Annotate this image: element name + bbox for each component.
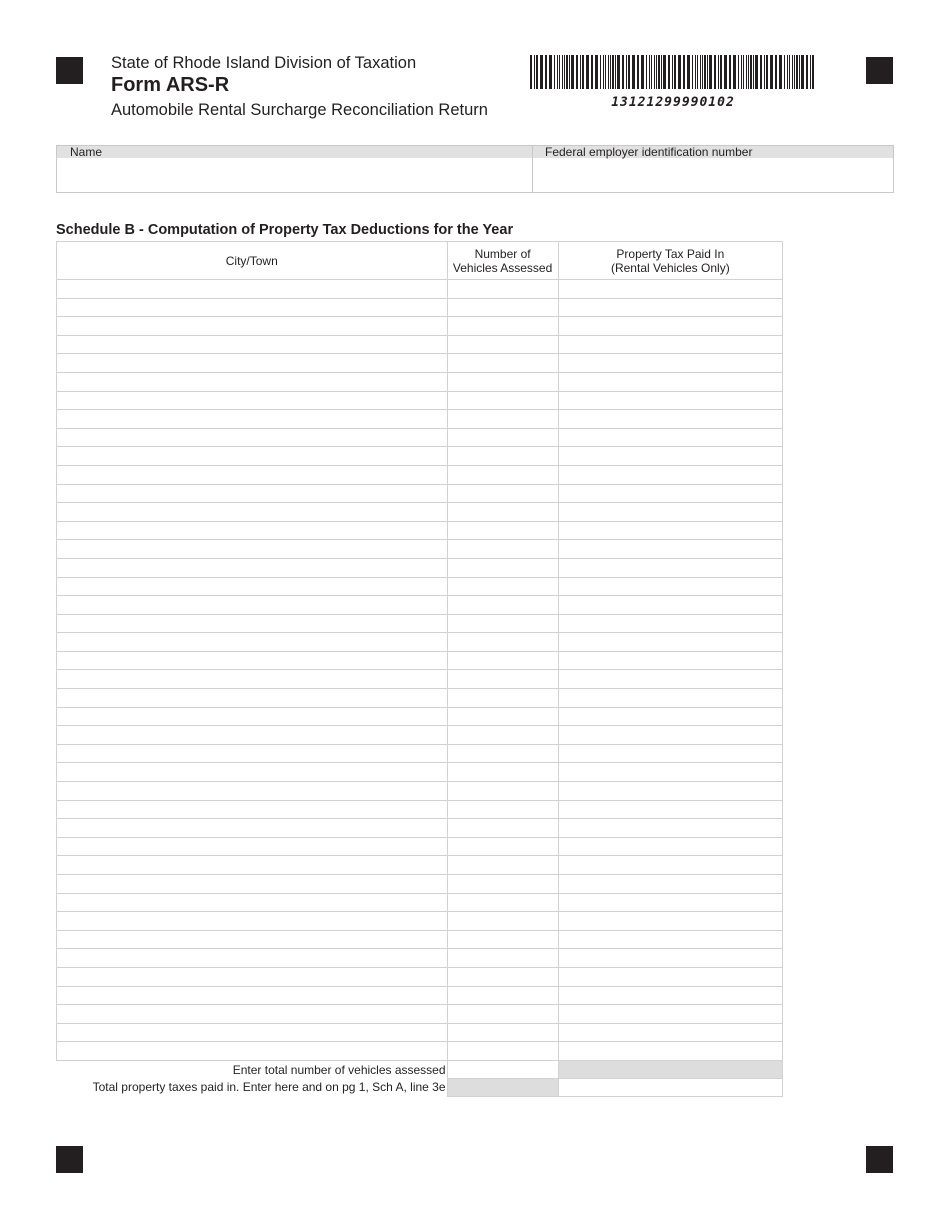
barcode-bar [564, 55, 565, 89]
tax-input[interactable] [558, 986, 782, 1005]
table-row [57, 614, 783, 633]
barcode-bar [796, 55, 798, 89]
city-input[interactable] [57, 596, 448, 615]
registration-mark-bottom-left [56, 1146, 83, 1173]
vehicles-input[interactable] [447, 521, 558, 540]
barcode-bar [702, 55, 703, 89]
tax-input[interactable] [558, 670, 782, 689]
table-row [57, 782, 783, 801]
vehicles-input[interactable] [447, 577, 558, 596]
registration-mark-bottom-right [866, 1146, 893, 1173]
barcode-bar [784, 55, 785, 89]
vehicles-input[interactable] [447, 930, 558, 949]
city-input[interactable] [57, 819, 448, 838]
schedule-b-table [56, 241, 783, 1097]
total-vehicles-shaded-cell [558, 1060, 782, 1078]
city-input[interactable] [57, 577, 448, 596]
barcode-bar [707, 55, 708, 89]
table-row [57, 819, 783, 838]
city-input[interactable] [57, 912, 448, 931]
barcode-bar [753, 55, 754, 89]
city-input[interactable] [57, 967, 448, 986]
tax-input[interactable] [558, 465, 782, 484]
city-input[interactable] [57, 354, 448, 373]
barcode-bar [608, 55, 609, 89]
tax-input[interactable] [558, 967, 782, 986]
barcode-bar [695, 55, 696, 89]
table-row [57, 689, 783, 708]
vehicles-input[interactable] [447, 670, 558, 689]
barcode-bar [615, 55, 616, 89]
barcode-bar [700, 55, 701, 89]
tax-input[interactable] [558, 317, 782, 336]
tax-input[interactable] [558, 800, 782, 819]
city-input[interactable] [57, 391, 448, 410]
table-row [57, 521, 783, 540]
city-input[interactable] [57, 763, 448, 782]
tax-input[interactable] [558, 893, 782, 912]
barcode-bar [724, 55, 727, 89]
name-label: Name [57, 146, 532, 158]
table-row [57, 707, 783, 726]
tax-input[interactable] [558, 744, 782, 763]
barcode-bar [806, 55, 808, 89]
tax-input[interactable] [558, 372, 782, 391]
vehicles-input[interactable] [447, 484, 558, 503]
city-input[interactable] [57, 726, 448, 745]
barcode-bar [641, 55, 644, 89]
barcode-bar [576, 55, 578, 89]
total-tax-row [57, 1079, 783, 1097]
barcode-bar [595, 55, 598, 89]
tax-input[interactable] [558, 540, 782, 559]
tax-input[interactable] [558, 596, 782, 615]
barcode-bar [787, 55, 788, 89]
vehicles-input[interactable] [447, 1023, 558, 1042]
tax-input[interactable] [558, 503, 782, 522]
barcode-bar [591, 55, 593, 89]
city-input[interactable] [57, 986, 448, 1005]
city-input[interactable] [57, 503, 448, 522]
tax-input[interactable] [558, 354, 782, 373]
tax-input[interactable] [558, 930, 782, 949]
table-row [57, 577, 783, 596]
total-vehicles-row [57, 1060, 783, 1078]
city-input[interactable] [57, 707, 448, 726]
city-input[interactable] [57, 744, 448, 763]
tax-input[interactable] [558, 707, 782, 726]
barcode-bar [559, 55, 560, 89]
tax-input[interactable] [558, 558, 782, 577]
vehicles-input[interactable] [447, 596, 558, 615]
barcode-bar [569, 55, 570, 89]
schedule-b-title: Schedule B - Computation of Property Tax Deductions for the Year [56, 222, 514, 238]
barcode-bar [545, 55, 547, 89]
table-row [57, 651, 783, 670]
form-title: Automobile Rental Surcharge Reconciliation Return [111, 101, 488, 119]
barcode-bar [654, 55, 655, 89]
form-name: Form ARS-R [111, 74, 230, 96]
vehicles-input[interactable] [447, 428, 558, 447]
tax-input[interactable] [558, 689, 782, 708]
vehicles-input[interactable] [447, 782, 558, 801]
city-input[interactable] [57, 875, 448, 894]
table-row [57, 744, 783, 763]
tax-input[interactable] [558, 726, 782, 745]
barcode-bar [738, 55, 739, 89]
tax-input[interactable] [558, 875, 782, 894]
table-row [57, 558, 783, 577]
city-input[interactable] [57, 1023, 448, 1042]
city-input[interactable] [57, 317, 448, 336]
city-input[interactable] [57, 930, 448, 949]
barcode-bar [789, 55, 790, 89]
city-input[interactable] [57, 689, 448, 708]
table-row [57, 540, 783, 559]
barcode-bar [626, 55, 627, 89]
vehicles-input[interactable] [447, 763, 558, 782]
tax-input[interactable] [558, 1023, 782, 1042]
barcode-bar [617, 55, 620, 89]
barcode-bar [775, 55, 777, 89]
barcode-bar [536, 55, 538, 89]
table-row [57, 596, 783, 615]
vehicles-input[interactable] [447, 949, 558, 968]
barcode-bar [755, 55, 758, 89]
tax-input[interactable] [558, 447, 782, 466]
table-row [57, 726, 783, 745]
barcode-bar [649, 55, 650, 89]
total-tax-label: Total property taxes paid in. Enter here and on pg 1, Sch A, line 3e [92, 1080, 446, 1095]
tax-input[interactable] [558, 484, 782, 503]
tax-input[interactable] [558, 298, 782, 317]
city-input[interactable] [57, 614, 448, 633]
table-row [57, 912, 783, 931]
tax-input[interactable] [558, 335, 782, 354]
city-input[interactable] [57, 949, 448, 968]
barcode [530, 55, 816, 89]
city-input[interactable] [57, 428, 448, 447]
barcode-bar [530, 55, 532, 89]
vehicles-input[interactable] [447, 1042, 558, 1061]
city-input[interactable] [57, 540, 448, 559]
barcode-bar [557, 55, 558, 89]
barcode-bar [792, 55, 793, 89]
vehicles-input[interactable] [447, 800, 558, 819]
barcode-bar [562, 55, 563, 89]
barcode-bar [605, 55, 606, 89]
vehicles-input[interactable] [447, 875, 558, 894]
table-row [57, 354, 783, 373]
table-row [57, 670, 783, 689]
barcode-bar [720, 55, 722, 89]
agency-name: State of Rhode Island Division of Taxation [111, 54, 417, 72]
city-input[interactable] [57, 837, 448, 856]
tax-input[interactable] [558, 1005, 782, 1024]
barcode-bar [637, 55, 639, 89]
vehicles-input[interactable] [447, 689, 558, 708]
city-input[interactable] [57, 670, 448, 689]
tax-input[interactable] [558, 391, 782, 410]
vehicles-input[interactable] [447, 354, 558, 373]
barcode-bar [586, 55, 589, 89]
table-row [57, 967, 783, 986]
barcode-bar [554, 55, 555, 89]
vehicles-input[interactable] [447, 744, 558, 763]
table-row [57, 484, 783, 503]
city-input[interactable] [57, 521, 448, 540]
barcode-bar [672, 55, 673, 89]
col-city-header: City/Town [57, 242, 448, 280]
tax-input[interactable] [558, 633, 782, 652]
total-vehicles-label: Enter total number of vehicles assessed [232, 1062, 446, 1077]
barcode-bar [746, 55, 747, 89]
vehicles-input[interactable] [447, 465, 558, 484]
table-row [57, 763, 783, 782]
vehicles-input[interactable] [447, 372, 558, 391]
taxpayer-id-box [56, 145, 894, 193]
table-row [57, 633, 783, 652]
table-row [57, 447, 783, 466]
city-input[interactable] [57, 1042, 448, 1061]
barcode-bar [704, 55, 706, 89]
barcode-bar [610, 55, 611, 89]
barcode-bar [801, 55, 804, 89]
city-input[interactable] [57, 651, 448, 670]
vehicles-input[interactable] [447, 540, 558, 559]
barcode-bar [580, 55, 581, 89]
table-row [57, 986, 783, 1005]
vehicles-input[interactable] [447, 335, 558, 354]
tax-input[interactable] [558, 614, 782, 633]
barcode-bar [743, 55, 744, 89]
name-field[interactable] [57, 146, 533, 192]
barcode-bar [760, 55, 762, 89]
barcode-bar [534, 55, 535, 89]
barcode-bar [750, 55, 752, 89]
tax-input[interactable] [558, 428, 782, 447]
barcode-number: 13121299990102 [611, 95, 735, 110]
barcode-bar [709, 55, 712, 89]
table-row [57, 949, 783, 968]
city-input[interactable] [57, 484, 448, 503]
tax-input[interactable] [558, 949, 782, 968]
barcode-bar [622, 55, 624, 89]
tax-input[interactable] [558, 819, 782, 838]
tax-input[interactable] [558, 521, 782, 540]
table-row [57, 930, 783, 949]
barcode-bar [683, 55, 685, 89]
city-input[interactable] [57, 298, 448, 317]
barcode-bar [658, 55, 660, 89]
vehicles-input[interactable] [447, 986, 558, 1005]
table-row [57, 298, 783, 317]
barcode-bar [729, 55, 731, 89]
total-vehicles-input[interactable] [447, 1060, 558, 1078]
vehicles-input[interactable] [447, 280, 558, 299]
fein-field[interactable] [533, 146, 893, 192]
city-input[interactable] [57, 335, 448, 354]
vehicles-input[interactable] [447, 912, 558, 931]
barcode-bar [766, 55, 768, 89]
table-row [57, 837, 783, 856]
vehicles-input[interactable] [447, 447, 558, 466]
table-row [57, 1005, 783, 1024]
tax-input[interactable] [558, 782, 782, 801]
barcode-bar [571, 55, 574, 89]
barcode-bar [748, 55, 749, 89]
table-row [57, 1023, 783, 1042]
barcode-bar [810, 55, 811, 89]
city-input[interactable] [57, 856, 448, 875]
registration-mark-top-left [56, 57, 83, 84]
tax-input[interactable] [558, 837, 782, 856]
table-row [57, 893, 783, 912]
barcode-bar [812, 55, 814, 89]
tax-input[interactable] [558, 577, 782, 596]
vehicles-input[interactable] [447, 614, 558, 633]
table-row [57, 1042, 783, 1061]
barcode-bar [733, 55, 736, 89]
vehicles-input[interactable] [447, 633, 558, 652]
table-row [57, 335, 783, 354]
vehicles-input[interactable] [447, 837, 558, 856]
vehicles-input[interactable] [447, 558, 558, 577]
barcode-bar [770, 55, 773, 89]
city-input[interactable] [57, 782, 448, 801]
city-input[interactable] [57, 800, 448, 819]
barcode-bar [540, 55, 543, 89]
barcode-bar [678, 55, 681, 89]
vehicles-input[interactable] [447, 856, 558, 875]
city-input[interactable] [57, 280, 448, 299]
table-row [57, 428, 783, 447]
tax-input[interactable] [558, 912, 782, 931]
city-input[interactable] [57, 633, 448, 652]
barcode-bar [582, 55, 584, 89]
city-input[interactable] [57, 558, 448, 577]
tax-input[interactable] [558, 856, 782, 875]
table-row [57, 391, 783, 410]
city-input[interactable] [57, 372, 448, 391]
fein-value [533, 158, 893, 170]
vehicles-input[interactable] [447, 707, 558, 726]
barcode-bar [549, 55, 552, 89]
barcode-bar [603, 55, 604, 89]
col-tax-header: Property Tax Paid In (Rental Vehicles Only) [558, 242, 782, 280]
city-input[interactable] [57, 893, 448, 912]
tax-input[interactable] [558, 651, 782, 670]
total-tax-input[interactable] [558, 1079, 782, 1097]
vehicles-input[interactable] [447, 391, 558, 410]
barcode-bar [668, 55, 670, 89]
barcode-bar [566, 55, 568, 89]
vehicles-input[interactable] [447, 967, 558, 986]
barcode-bar [714, 55, 716, 89]
table-row [57, 465, 783, 484]
barcode-bar [663, 55, 666, 89]
registration-mark-top-right [866, 57, 893, 84]
barcode-bar [741, 55, 742, 89]
barcode-bar [632, 55, 635, 89]
barcode-bar [718, 55, 719, 89]
table-row [57, 856, 783, 875]
barcode-bar [646, 55, 647, 89]
col-vehicles-header: Number of Vehicles Assessed [447, 242, 558, 280]
barcode-bar [600, 55, 601, 89]
vehicles-input[interactable] [447, 1005, 558, 1024]
vehicles-input[interactable] [447, 819, 558, 838]
city-input[interactable] [57, 465, 448, 484]
barcode-bar [612, 55, 614, 89]
table-row [57, 503, 783, 522]
vehicles-input[interactable] [447, 410, 558, 429]
tax-input[interactable] [558, 410, 782, 429]
name-value [57, 158, 532, 170]
tax-input[interactable] [558, 1042, 782, 1061]
vehicles-input[interactable] [447, 317, 558, 336]
barcode-bar [697, 55, 698, 89]
vehicles-input[interactable] [447, 298, 558, 317]
barcode-bar [764, 55, 765, 89]
table-row [57, 372, 783, 391]
fein-label: Federal employer identification number [533, 146, 893, 158]
tax-input[interactable] [558, 280, 782, 299]
city-input[interactable] [57, 410, 448, 429]
barcode-bar [661, 55, 662, 89]
barcode-bar [628, 55, 630, 89]
vehicles-input[interactable] [447, 503, 558, 522]
table-row [57, 800, 783, 819]
tax-input[interactable] [558, 763, 782, 782]
total-tax-shaded-cell [447, 1079, 558, 1097]
table-row [57, 317, 783, 336]
table-row [57, 875, 783, 894]
barcode-bar [656, 55, 657, 89]
vehicles-input[interactable] [447, 726, 558, 745]
city-input[interactable] [57, 1005, 448, 1024]
table-row [57, 280, 783, 299]
barcode-bar [651, 55, 652, 89]
barcode-bar [799, 55, 800, 89]
barcode-bar [687, 55, 690, 89]
vehicles-input[interactable] [447, 893, 558, 912]
vehicles-input[interactable] [447, 651, 558, 670]
barcode-bar [779, 55, 782, 89]
barcode-bar [794, 55, 795, 89]
barcode-bar [692, 55, 693, 89]
barcode-bar [674, 55, 676, 89]
table-row [57, 410, 783, 429]
city-input[interactable] [57, 447, 448, 466]
